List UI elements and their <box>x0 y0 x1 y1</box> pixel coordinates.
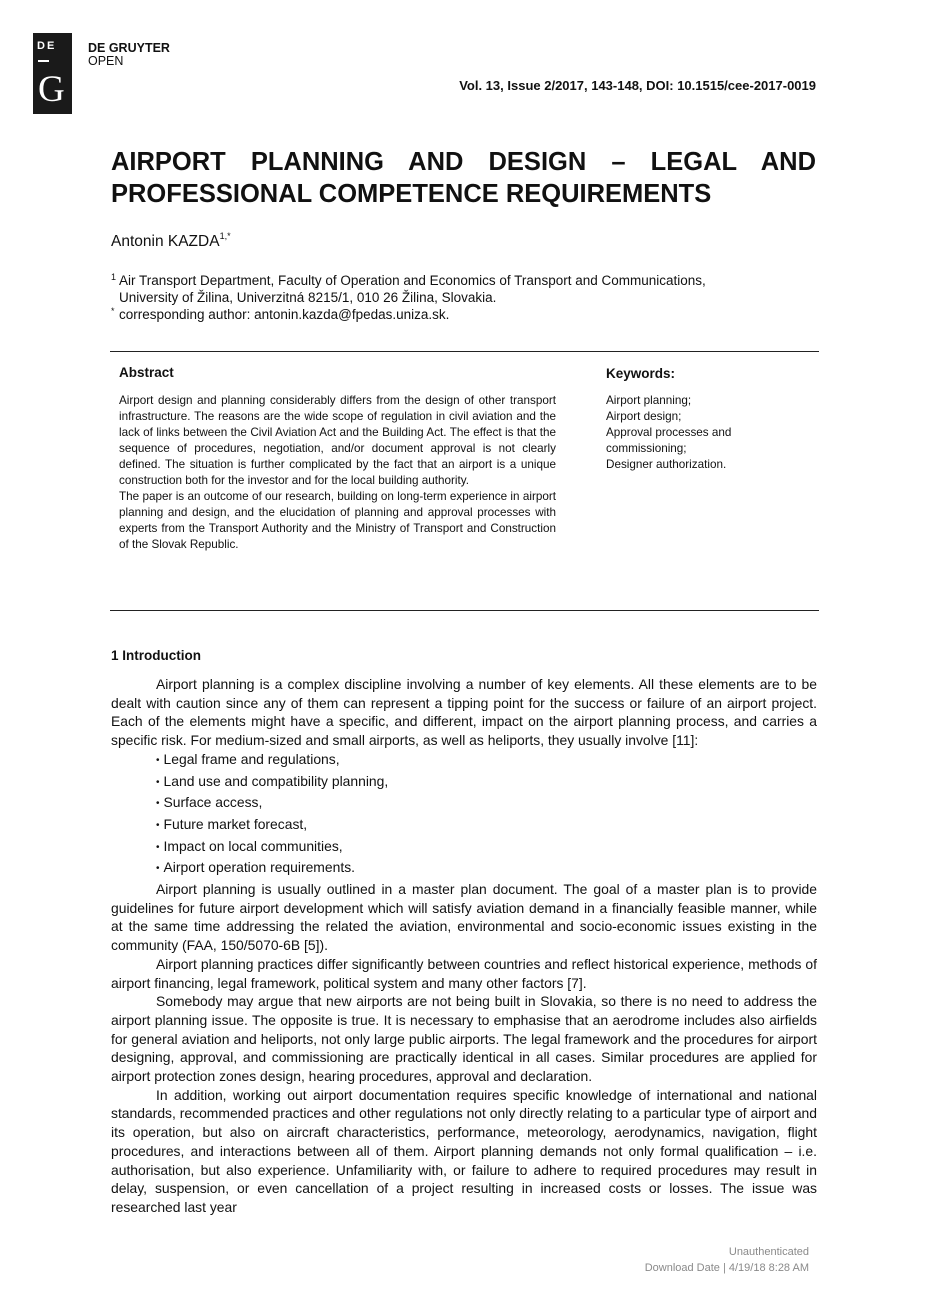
publisher-logo <box>33 33 72 114</box>
affiliation-row <box>111 306 816 323</box>
abstract-bottom-rule <box>110 610 819 611</box>
affiliation-line2: University of Žilina, Univerzitná 8215/1, 010 26 Žilina, Slovakia. <box>119 290 497 305</box>
author <box>111 233 231 251</box>
logo-bar <box>38 60 49 62</box>
abstract-paragraph: Airport design and planning considerably differs from the design of other transport infrastructure. The reasons are the wide scope of regulation in civil aviation and the lack of links between the Civil Aviation Act and the Building Act. The effect is that the sequence of procedures, negotiation, and/or document approval is not clearly defined. The situation is further complicated by the fact that an airport is a unique construction both for the investor and for the local building authority. <box>119 394 556 487</box>
abstract-top-rule <box>110 351 819 352</box>
affiliation-marker: 1 <box>111 272 117 282</box>
introduction-body <box>111 675 817 1217</box>
body-paragraph: In addition, working out airport documentation requires specific knowledge of international and national standards, recommended practices and other regulations not only directly relating to a particular type of airport and its operation, but also on aircraft characteristics, performance, meteorology, aerodynamics, navigation, flight procedures, and interactions between all of them. Airport planning demands not only formal qualification – i.e. authorisation, but also experience. Unfamiliarity with, or failure to adhere to required procedures may result in delay, suspension, or even cancellation of a project resulting in increased costs or losses. The issue was researched last year <box>111 1086 817 1215</box>
body-paragraph: Airport planning is a complex discipline involving a number of key elements. All these elements are to be dealt with caution since any of them can represent a tipping point for the success or failure of an airport project. Each of the elements might have a specific, and different, impact on the airport planning process, and carries a specific risk. For medium-sized and small airports, as well as heliports, they usually involve [11]: <box>111 676 817 749</box>
body-paragraph: Somebody may argue that new airports are not being built in Slovakia, so there is no need to address the airport planning issue. The opposite is true. It is necessary to emphasise that an aerodrome includes also airfields for general aviation and heliports, not only large public airports. The legal framework and the procedures for airport designing, approval, and commissioning are practically identical in all cases. Similar procedures are applied for airport protection zones design, hearing procedures, approval and declaration. <box>111 993 817 1085</box>
volume-line: Vol. 13, Issue 2/2017, 143-148, DOI: 10.1515/cee-2017-0019 <box>459 78 816 93</box>
list-item: • Legal frame and regulations, <box>156 750 817 772</box>
keyword-item: Approval processes and commissioning; <box>606 426 732 455</box>
list-item: • Impact on local communities, <box>156 837 817 859</box>
affiliation-row <box>111 272 816 289</box>
keywords-heading: Keywords: <box>606 366 676 381</box>
author-superscript: 1,* <box>219 231 231 241</box>
publisher-name <box>88 42 170 68</box>
list-item: • Airport operation requirements. <box>156 858 817 880</box>
keywords-list <box>606 393 796 473</box>
body-paragraph: Airport planning practices differ significantly between countries and reflect historical experience, methods of airport financing, legal framework, political system and many other factors [7]. <box>111 955 817 991</box>
abstract-body <box>119 393 556 553</box>
corresponding-author: corresponding author: antonin.kazda@fpedas.uniza.sk. <box>119 307 450 322</box>
publisher-line2: OPEN <box>88 54 124 68</box>
abstract-paragraph: The paper is an outcome of our research, building on long-term experience in airport planning and design, and the elucidation of planning and approval processes with experts from the Transport Authority and the Ministry of Transport and Construction of the Slovak Republic. <box>119 490 556 551</box>
affiliation-line1: Air Transport Department, Faculty of Operation and Economics of Transport and Communications, <box>119 273 706 288</box>
logo-g-text: G <box>38 69 65 110</box>
body-paragraph: Airport planning is usually outlined in a master plan document. The goal of a master plan is to provide guidelines for future airport development which will satisfy aviation demand in a financially feasible manner, while at the same time addressing the related the aviation, environmental and socio-economic issues existing in the community (FAA, 150/5070-6B [5]). <box>111 881 817 954</box>
abstract-heading: Abstract <box>119 365 174 380</box>
author-name: Antonin KAZDA <box>111 233 220 250</box>
section-heading: 1 Introduction <box>111 648 201 663</box>
list-item: • Land use and compatibility planning, <box>156 772 817 794</box>
footer-line2: Download Date | 4/19/18 8:28 AM <box>644 1262 809 1274</box>
keyword-item: Airport design; <box>606 410 682 423</box>
keyword-item: Designer authorization. <box>606 458 727 471</box>
bullet-list <box>111 750 817 880</box>
footer-line1: Unauthenticated <box>728 1246 809 1258</box>
publisher-line1: DE GRUYTER <box>88 41 170 55</box>
paper-title: AIRPORT PLANNING AND DESIGN – LEGAL AND PROFESSIONAL COMPETENCE REQUIREMENTS <box>111 148 816 208</box>
keyword-item: Airport planning; <box>606 394 692 407</box>
corresponding-marker: * <box>111 306 115 316</box>
logo-de-text: DE <box>37 40 57 52</box>
affiliation <box>111 272 816 323</box>
affiliation-row <box>111 289 816 306</box>
list-item: • Surface access, <box>156 793 817 815</box>
download-footer <box>645 1244 809 1276</box>
list-item: • Future market forecast, <box>156 815 817 837</box>
